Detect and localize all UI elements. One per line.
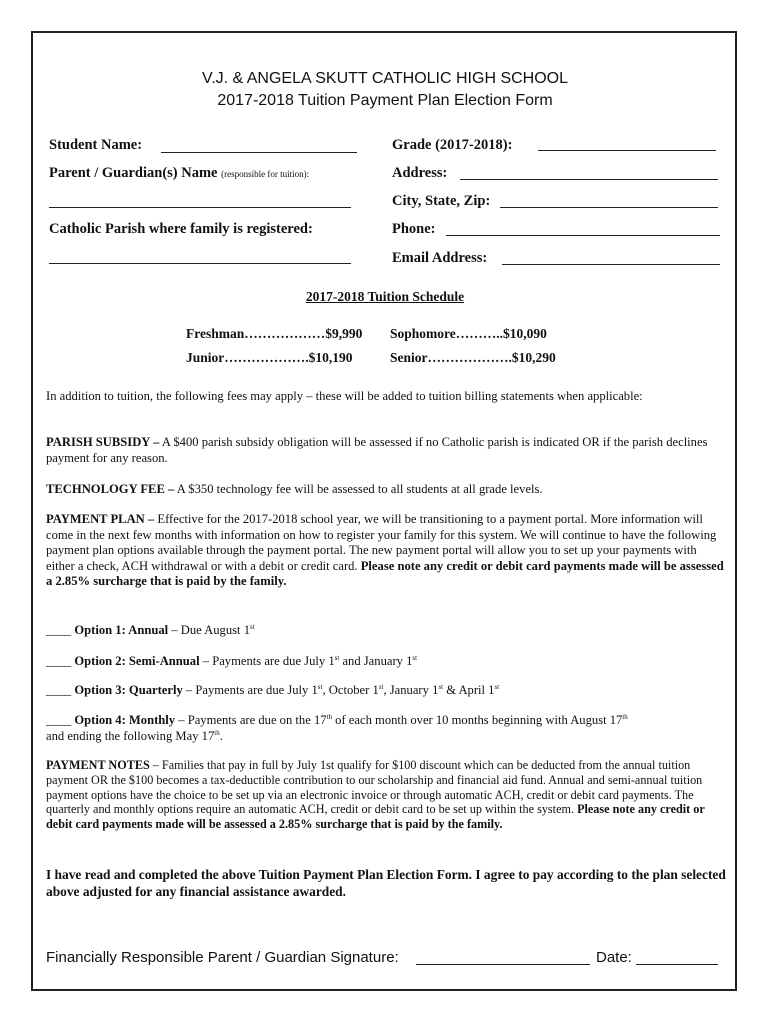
sophomore-tuition: Sophomore………..$10,090 bbox=[390, 326, 547, 341]
date-line[interactable] bbox=[636, 964, 718, 965]
city-line[interactable] bbox=[500, 207, 718, 208]
option-2-blank[interactable]: ____ bbox=[46, 654, 72, 668]
option-4-label: Option 4: Monthly bbox=[74, 713, 176, 727]
parish-subsidy-label: PARISH SUBSIDY – bbox=[46, 435, 160, 449]
tech-fee-paragraph bbox=[46, 482, 726, 498]
email-label: Email Address: bbox=[392, 250, 488, 266]
tech-fee-text: A $350 technology fee will be assessed to all students at all grade levels. bbox=[174, 482, 543, 496]
option-2: ____ Option 2: Semi-Annual – Payments are due July 1st and January 1st bbox=[46, 653, 418, 668]
schedule-heading: 2017-2018 Tuition Schedule bbox=[305, 289, 465, 304]
signature-label: Financially Responsible Parent / Guardian Signature: bbox=[46, 949, 399, 966]
student-name-label: Student Name: bbox=[49, 137, 143, 153]
parish-subsidy-text: A $400 parish subsidy obligation will be assessed if no Catholic parish is indicated OR if the parish declines payment for any reason. bbox=[46, 435, 708, 465]
school-name: V.J. & ANGELA SKUTT CATHOLIC HIGH SCHOOL bbox=[201, 70, 569, 87]
tech-fee-label: TECHNOLOGY FEE – bbox=[46, 482, 175, 496]
option-3-blank[interactable]: ____ bbox=[46, 683, 72, 697]
freshman-tuition: Freshman………………$9,990 bbox=[186, 326, 363, 341]
student-name-line[interactable] bbox=[161, 152, 357, 153]
parish-label: Catholic Parish where family is registered: bbox=[49, 221, 313, 237]
agreement-statement: I have read and completed the above Tuition Payment Plan Election Form. I agree to pay according to the plan selected above adjusted for any financial assistance awarded. bbox=[46, 867, 726, 899]
parent-name-note: (responsible for tuition): bbox=[221, 169, 310, 179]
parent-name-line[interactable] bbox=[49, 207, 351, 208]
parish-subsidy-paragraph bbox=[46, 435, 726, 466]
payment-notes-surcharge: Please note any credit or debit card payments made will be assessed a 2.85% surcharge that is paid by the family. bbox=[46, 802, 705, 832]
option-1-blank[interactable]: ____ bbox=[46, 623, 72, 637]
address-label: Address: bbox=[392, 165, 448, 181]
payment-notes-text: – Families that pay in full by July 1st qualify for $100 discount which can be deducted from the annual tuition payment OR the $100 becomes a tax-deductible contribution to our scholarship and financial aid fund. Annual and semi-annual tuition payment options have the choice to be set up via an electronic invoice or through automatic ACH, credit or debit card payments. The quarterly and monthly options require an automatic ACH, credit or debit card to be set up within the system. bbox=[46, 758, 703, 817]
parish-line[interactable] bbox=[49, 263, 351, 264]
option-1: ____ Option 1: Annual – Due August 1st bbox=[46, 622, 255, 637]
payment-plan-text: Effective for the 2017-2018 school year, we will be transitioning to a payment portal. More information will come in the next few months with information on how to register your family for this system. We will continue to have the following payment plan options available through the payment portal. The new payment portal will allow you to set up your payments with either a check, ACH withdrawal or with a debit or credit card. bbox=[46, 512, 717, 573]
option-3-label: Option 3: Quarterly bbox=[74, 683, 183, 697]
parent-name-label: Parent / Guardian(s) Name bbox=[49, 165, 218, 181]
payment-notes-paragraph bbox=[46, 758, 726, 832]
grade-line[interactable] bbox=[538, 150, 716, 151]
payment-plan-paragraph bbox=[46, 512, 726, 590]
fees-intro: In addition to tuition, the following fees may apply – these will be added to tuition billing statements when applicable: bbox=[46, 389, 643, 403]
option-3: ____ Option 3: Quarterly – Payments are due July 1st, October 1st, January 1st & April 1st bbox=[46, 682, 500, 697]
address-line[interactable] bbox=[460, 179, 718, 180]
phone-label: Phone: bbox=[392, 221, 436, 237]
city-label: City, State, Zip: bbox=[392, 193, 491, 209]
junior-tuition: Junior……………….$10,190 bbox=[186, 350, 353, 365]
payment-plan-label: PAYMENT PLAN – bbox=[46, 512, 155, 526]
option-2-label: Option 2: Semi-Annual bbox=[74, 654, 200, 668]
email-line[interactable] bbox=[502, 264, 720, 265]
option-1-label: Option 1: Annual bbox=[74, 623, 169, 637]
signature-line[interactable] bbox=[416, 964, 590, 965]
option-4-blank[interactable]: ____ bbox=[46, 713, 72, 727]
grade-label: Grade (2017-2018): bbox=[392, 137, 513, 153]
payment-plan-surcharge: Please note any credit or debit card payments made will be assessed a 2.85% surcharge that is paid by the family. bbox=[46, 558, 724, 589]
form-title: 2017-2018 Tuition Payment Plan Election Form bbox=[217, 92, 553, 109]
senior-tuition: Senior……………….$10,290 bbox=[390, 350, 556, 365]
payment-notes-label: PAYMENT NOTES bbox=[46, 758, 150, 772]
option-4: ____ Option 4: Monthly – Payments are due on the 17th of each month over 10 months beginning with August 17th and ending the following May 17th. bbox=[46, 712, 628, 743]
date-label: Date: bbox=[596, 949, 632, 966]
phone-line[interactable] bbox=[446, 235, 720, 236]
